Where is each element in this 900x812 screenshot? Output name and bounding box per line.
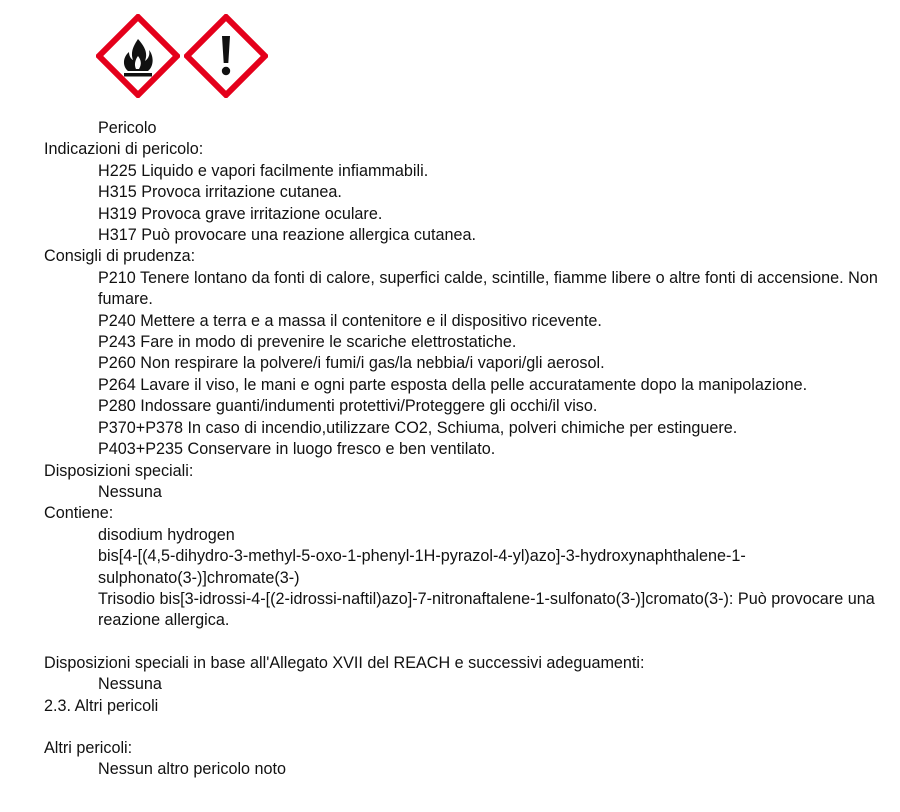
hazard-statement: H225 Liquido e vapori facilmente infiammabili. [98,161,429,180]
hazard-statements-heading: Indicazioni di pericolo: [44,140,204,159]
contains-heading: Contiene: [44,504,114,523]
precautionary-statement: P240 Mettere a terra e a massa il contenitore e il dispositivo ricevente. [98,311,602,330]
special-provisions-value: Nessuna [98,482,162,501]
spacer [0,717,900,738]
other-hazards-heading: Altri pericoli: [44,738,133,757]
precautionary-statement: P403+P235 Conservare in luogo fresco e ben ventilato. [98,440,496,459]
hazard-statement: H315 Provoca irritazione cutanea. [98,183,342,202]
flame-pictogram-icon [96,14,180,98]
section-2-3-heading: 2.3. Altri pericoli [44,696,159,715]
substance-name: Trisodio bis[3-idrossi-4-[(2-idrossi-naftil)azo]-7-nitronaftalene-1-sulfonato(3-)]cromato(3-): Può provocare una reazione allergica. [98,589,875,630]
precautionary-statement: P243 Fare in modo di prevenire le scariche elettrostatiche. [98,333,517,352]
substance-name: disodium hydrogen [98,525,235,544]
label-elements [0,118,900,781]
hazard-statement: H317 Può provocare una reazione allergica cutanea. [98,226,476,245]
special-provisions-heading: Disposizioni speciali: [44,461,194,480]
reach-annex-heading: Disposizioni speciali in base all'Allegato XVII del REACH e successivi adeguamenti: [44,653,645,672]
precautionary-statement: P210 Tenere lontano da fonti di calore, superfici calde, scintille, fiamme libere o altre fonti di accensione. Non fumare. [98,268,878,309]
precautionary-statements-heading: Consigli di prudenza: [44,247,196,266]
substance-name: bis[4-[(4,5-dihydro-3-methyl-5-oxo-1-phenyl-1H-pyrazol-4-yl)azo]-3-hydroxynaphthalene-1-sulphonato(3-)]chromate(3-) [98,547,746,587]
spacer [0,632,900,653]
precautionary-statement: P260 Non respirare la polvere/i fumi/i gas/la nebbia/i vapori/gli aerosol. [98,354,605,373]
signal-word: Pericolo [98,119,157,137]
hazard-statement: H319 Provoca grave irritazione oculare. [98,204,383,223]
exclamation-pictogram-icon [184,14,268,98]
precautionary-statement: P264 Lavare il viso, le mani e ogni parte esposta della pelle accuratamente dopo la manipolazione. [98,375,808,394]
other-hazards-value: Nessun altro pericolo noto [98,760,287,779]
precautionary-statement: P280 Indossare guanti/indumenti protettivi/Proteggere gli occhi/il viso. [98,397,598,416]
precautionary-statement: P370+P378 In caso di incendio,utilizzare CO2, Schiuma, polveri chimiche per estinguere. [98,418,738,437]
reach-annex-value: Nessuna [98,675,162,694]
